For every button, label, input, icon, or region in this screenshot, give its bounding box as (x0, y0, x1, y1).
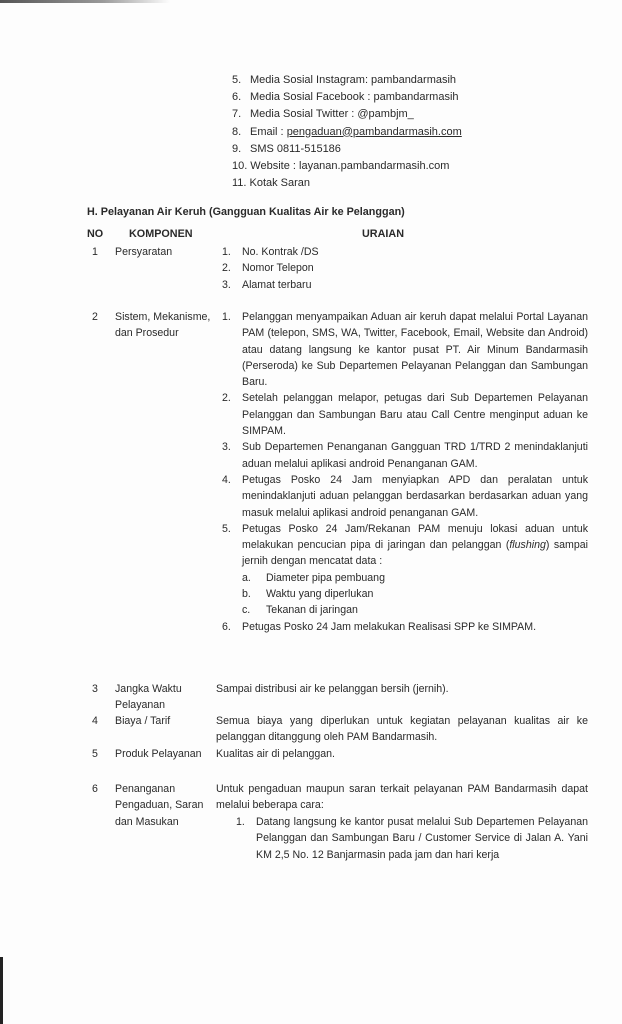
data-sublist (242, 570, 588, 619)
row-komponen: Penanganan Pengaduan, Saran dan Masukan (115, 783, 204, 828)
list-text: Datang langsung ke kantor pusat melalui Sub Departemen Pelayanan Pelanggan dan Sambungan Baru / Customer Service di Jalan A. Yani KM 2,5 No. 12 Banjarmasin pada jam dan hari kerja (256, 816, 588, 861)
list-text (242, 521, 588, 619)
list-item (232, 175, 552, 192)
list-text: Petugas Posko 24 Jam melakukan Realisasi SPP ke SIMPAM. (242, 620, 537, 633)
italic-term: flushing (509, 539, 546, 552)
list-number: 11. (232, 177, 247, 190)
row-number: 2 (92, 311, 98, 323)
list-item (236, 814, 588, 863)
procedure-list (222, 309, 588, 635)
list-number: 8. (232, 125, 242, 138)
list-item (222, 390, 588, 439)
list-number: 10. (232, 159, 248, 172)
list-text: Tekanan di jaringan (266, 604, 358, 617)
list-number: 2. (222, 392, 231, 405)
list-item (222, 619, 588, 635)
list-item (222, 260, 588, 276)
list-text: Petugas Posko 24 Jam menyiapkan APD dan peralatan untuk menindaklanjuti aduan pelanggan berdasarkan berdasarkan aduan yang masuk melalui aplikasi android penanganan GAM. (242, 473, 588, 519)
row-komponen: Produk Pelayanan (115, 748, 202, 760)
list-text: Kotak Saran (249, 177, 311, 190)
list-item (232, 124, 552, 141)
list-item (222, 277, 588, 293)
section-title: H. Pelayanan Air Keruh (Gangguan Kualitas Air ke Pelanggan) (87, 206, 405, 218)
list-item (222, 309, 588, 390)
row-number: 6 (92, 783, 98, 795)
text-segment: ) sampai jernih dengan mencatat data : (242, 539, 589, 568)
column-header-uraian: URAIAN (362, 228, 404, 240)
text-segment: Petugas Posko 24 Jam/Rekanan PAM menuju lokasi aduan untuk melakukan pencucian pipa di jaringan dan pelanggan ( (242, 522, 588, 552)
list-number: 9. (232, 142, 242, 155)
list-text: Media Sosial Instagram: pambandarmasih (250, 74, 457, 86)
sublist-item (242, 586, 588, 602)
list-text: Media Sosial Facebook : pambandarmasih (250, 91, 459, 104)
list-letter: c. (242, 604, 251, 617)
list-text (250, 124, 462, 141)
list-item (222, 472, 588, 521)
column-header-no: NO (87, 228, 104, 240)
list-number: 1. (236, 816, 245, 828)
row-number: 1 (92, 246, 98, 258)
list-letter: b. (242, 588, 251, 601)
list-text: Media Sosial Twitter : @pambjm_ (250, 108, 414, 121)
list-item (232, 72, 552, 89)
complaint-channel-list (236, 814, 588, 863)
row-komponen: Jangka Waktu Pelayanan (115, 683, 182, 712)
row-komponen: Persyaratan (115, 246, 173, 258)
list-number: 4. (222, 473, 231, 486)
row-number: 3 (92, 683, 98, 695)
list-item (222, 244, 588, 260)
list-text: Nomor Telepon (242, 262, 314, 275)
contact-channel-list (232, 72, 552, 192)
list-text: Setelah pelanggan melapor, petugas dari Sub Departemen Pelayanan Pelanggan dan Sambungan Baru atau Call Centre menginput aduan ke SIMPAM. (242, 392, 588, 438)
list-text: Waktu yang diperlukan (266, 588, 374, 601)
list-number: 1. (222, 311, 231, 323)
row-uraian: Untuk pengaduan maupun saran terkait pelayanan PAM Bandarmasih dapat melalui beberapa cara: (216, 783, 588, 812)
requirements-list (222, 244, 588, 293)
list-number: 2. (222, 262, 231, 275)
list-text: Website : layanan.pambandarmasih.com (250, 159, 450, 172)
column-header-komponen: KOMPONEN (129, 228, 193, 240)
list-number: 3. (222, 278, 231, 291)
list-number: 1. (222, 246, 231, 258)
list-item (232, 158, 552, 175)
row-komponen: Sistem, Mekanisme, dan Prosedur (115, 311, 211, 340)
row-uraian: Kualitas air di pelanggan. (216, 748, 335, 760)
row-number: 4 (92, 715, 98, 727)
list-text: Sub Departemen Penanganan Gangguan TRD 1/TRD 2 menindaklanjuti aduan melalui aplikasi android Penanganan GAM. (242, 441, 588, 470)
row-number: 5 (92, 748, 98, 760)
list-number: 6. (232, 91, 242, 104)
sublist-item (242, 570, 588, 586)
list-letter: a. (242, 571, 251, 584)
list-text: No. Kontrak /DS (242, 246, 319, 258)
list-number: 7. (232, 108, 242, 121)
list-item (232, 106, 552, 123)
list-text: Alamat terbaru (242, 278, 312, 291)
row-uraian: Semua biaya yang diperlukan untuk kegiatan pelayanan kualitas air ke pelanggan ditanggung oleh PAM Bandarmasih. (216, 715, 588, 744)
row-komponen: Biaya / Tarif (115, 715, 171, 727)
list-item (232, 89, 552, 106)
list-number: 6. (222, 620, 231, 633)
list-item (222, 439, 588, 472)
list-text: SMS 0811-515186 (250, 142, 341, 155)
row-uraian: Sampai distribusi air ke pelanggan bersih (jernih). (216, 683, 449, 695)
list-item (222, 521, 588, 619)
list-text: Diameter pipa pembuang (266, 571, 385, 584)
list-number: 3. (222, 441, 231, 454)
sublist-item (242, 602, 588, 618)
list-number: 5. (222, 522, 231, 535)
list-item (232, 141, 552, 158)
list-number: 5. (232, 74, 242, 86)
email-link[interactable]: pengaduan@pambandarmasih.com (286, 125, 462, 138)
list-text: Pelanggan menyampaikan Aduan air keruh dapat melalui Portal Layanan PAM (telepon, SMS, WA, Twitter, Facebook, Email, Website dan Android) atau datang langsung ke kantor pusat PT. Air Minum Bandarmasih (Perseroda) ke Sub Departemen Pelayanan Pelanggan dan Sambungan Baru. (242, 311, 588, 389)
email-label: Email : (250, 125, 287, 138)
